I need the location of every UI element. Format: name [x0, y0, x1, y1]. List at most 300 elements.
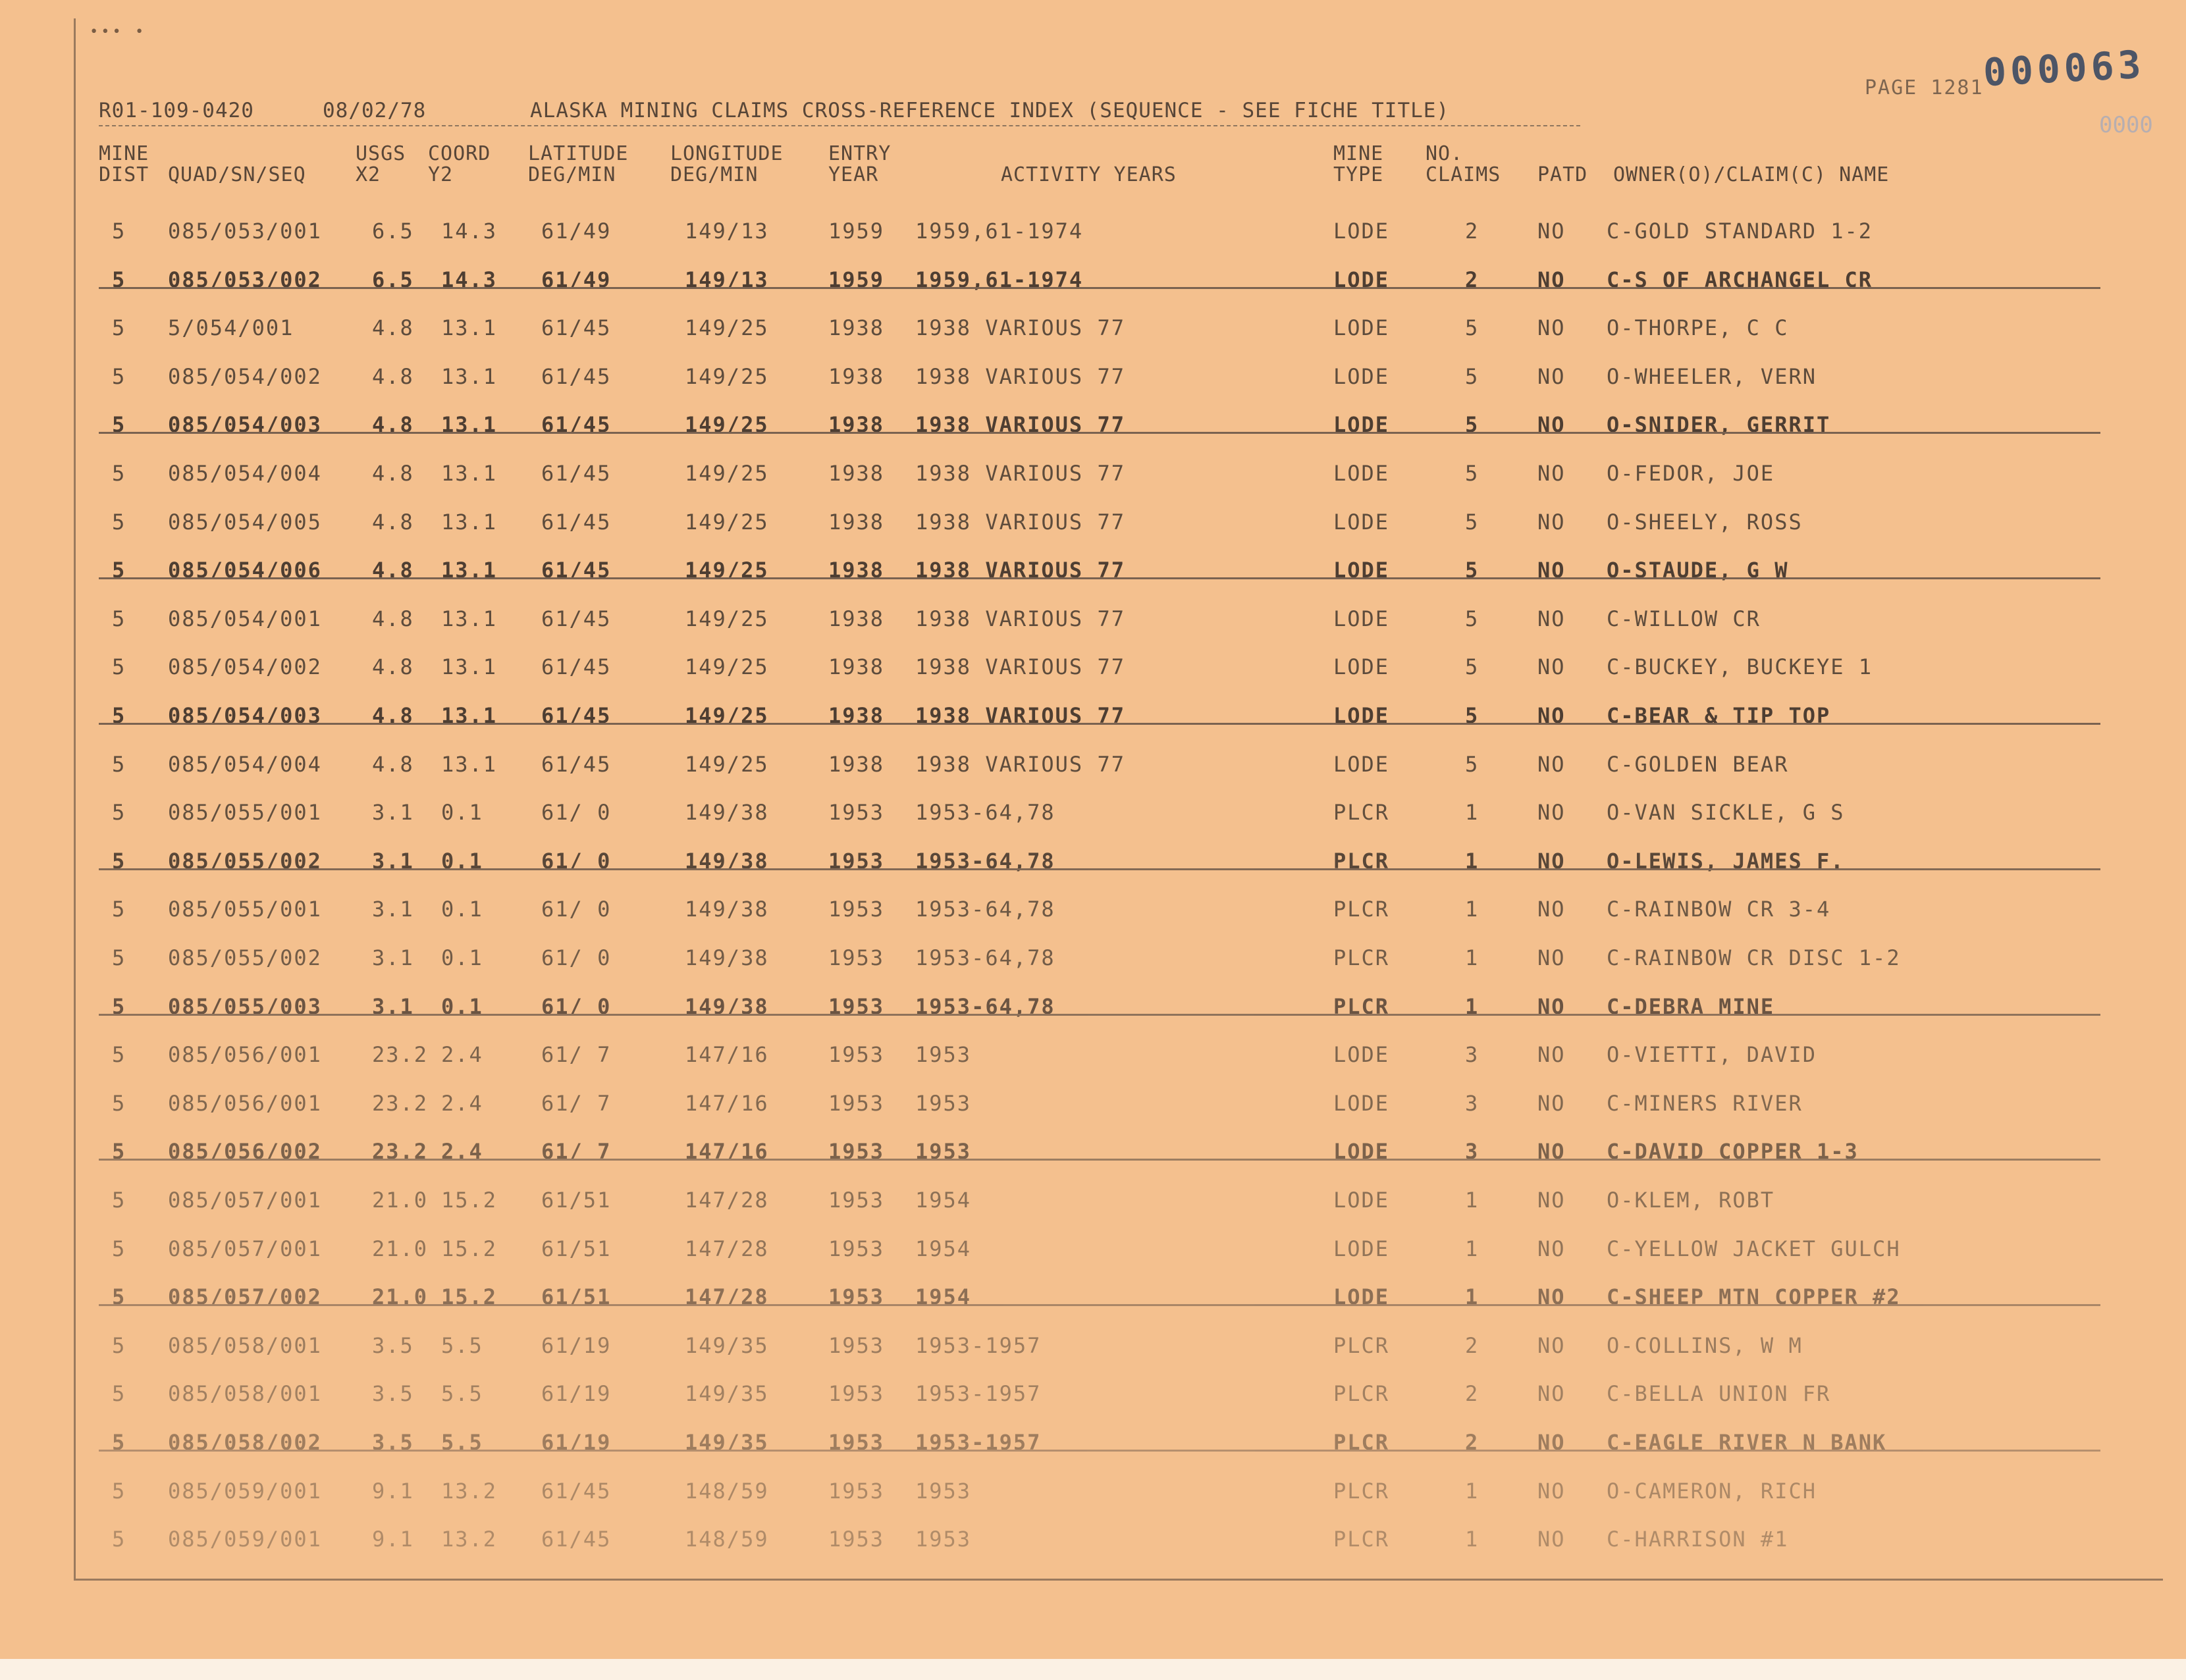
- column-header-lon: [670, 144, 784, 186]
- cell-dist: 5: [112, 1139, 126, 1165]
- column-header-line: [1613, 144, 1889, 165]
- table-row: [99, 402, 2153, 450]
- cell-lat: 61/45: [541, 558, 612, 583]
- cell-activity: 1953: [915, 1090, 972, 1116]
- cell-activity: 1953: [915, 1527, 972, 1552]
- cell-entry: 1938: [828, 412, 885, 438]
- cell-lon: 149/35: [685, 1430, 769, 1455]
- column-header-line: OWNER(O)/CLAIM(C) NAME: [1613, 163, 1890, 186]
- column-header-x2: [356, 144, 406, 186]
- cell-dist: 5: [112, 219, 126, 244]
- cell-quad: 085/055/002: [168, 848, 322, 874]
- cell-claims: 5: [1465, 558, 1480, 583]
- cell-x2: 6.5: [372, 267, 414, 292]
- cell-lat: 61/19: [541, 1430, 612, 1455]
- cell-entry: 1953: [828, 1236, 885, 1261]
- table-row: [99, 886, 2153, 934]
- cell-patd: NO: [1537, 1478, 1566, 1504]
- cell-type: PLCR: [1333, 848, 1390, 874]
- cell-activity: 1938 VARIOUS 77: [915, 606, 1125, 631]
- cell-name: O-VAN SICKLE, G S: [1607, 800, 1845, 826]
- cell-type: LODE: [1333, 558, 1390, 583]
- cell-lat: 61/45: [541, 461, 612, 486]
- strike-rule: [99, 1450, 2100, 1452]
- cell-y2: 13.1: [441, 315, 498, 341]
- cell-y2: 13.1: [441, 606, 498, 631]
- header-underline: [99, 125, 1580, 126]
- column-header-line: USGS: [356, 142, 406, 165]
- cell-patd: NO: [1537, 1381, 1566, 1407]
- cell-dist: 5: [112, 703, 126, 728]
- cell-type: LODE: [1333, 509, 1390, 535]
- cell-quad: 085/059/001: [168, 1478, 322, 1504]
- cell-type: LODE: [1333, 654, 1390, 680]
- cell-claims: 5: [1465, 751, 1480, 777]
- cell-quad: 085/054/003: [168, 703, 322, 728]
- cell-x2: 3.5: [372, 1430, 414, 1455]
- cell-x2: 3.1: [372, 993, 414, 1019]
- cell-dist: 5: [112, 848, 126, 874]
- cell-patd: NO: [1537, 1332, 1566, 1358]
- table-row: [99, 1226, 2153, 1274]
- cell-y2: 15.2: [441, 1284, 498, 1310]
- strike-rule: [99, 1014, 2100, 1016]
- cell-x2: 21.0: [372, 1188, 429, 1213]
- column-header-entry: [828, 144, 891, 186]
- cell-type: LODE: [1333, 412, 1390, 438]
- cell-quad: 085/054/005: [168, 509, 322, 535]
- column-header-line: ENTRY: [828, 142, 892, 165]
- cell-x2: 3.5: [372, 1332, 414, 1358]
- cell-claims: 5: [1465, 703, 1480, 728]
- cell-lon: 149/25: [685, 363, 769, 389]
- cell-activity: 1959,61-1974: [915, 219, 1084, 244]
- cell-lon: 148/59: [685, 1527, 769, 1552]
- column-header-line: DEG/MIN: [670, 163, 759, 186]
- cell-entry: 1953: [828, 1139, 885, 1165]
- cell-activity: 1938 VARIOUS 77: [915, 363, 1125, 389]
- cell-type: LODE: [1333, 1139, 1390, 1165]
- cell-lon: 147/28: [685, 1284, 769, 1310]
- cell-claims: 1: [1465, 1527, 1480, 1552]
- cell-patd: NO: [1537, 897, 1566, 922]
- report-date: 08/02/78: [323, 99, 427, 122]
- cell-entry: 1953: [828, 897, 885, 922]
- cell-patd: NO: [1537, 1042, 1566, 1068]
- cell-quad: 085/055/001: [168, 897, 322, 922]
- cell-y2: 13.1: [441, 461, 498, 486]
- cell-lat: 61/ 0: [541, 848, 612, 874]
- cell-x2: 4.8: [372, 461, 414, 486]
- cell-lat: 61/45: [541, 751, 612, 777]
- cell-patd: NO: [1537, 412, 1566, 438]
- cell-patd: NO: [1537, 461, 1566, 486]
- cell-dist: 5: [112, 412, 126, 438]
- cell-lon: 147/16: [685, 1042, 769, 1068]
- cell-entry: 1953: [828, 1381, 885, 1407]
- cell-entry: 1953: [828, 848, 885, 874]
- cell-quad: 085/054/002: [168, 654, 322, 680]
- cell-patd: NO: [1537, 1430, 1566, 1455]
- cell-activity: 1938 VARIOUS 77: [915, 509, 1125, 535]
- table-row: [99, 1274, 2153, 1322]
- cell-lat: 61/ 7: [541, 1042, 612, 1068]
- column-header-line: [168, 144, 306, 165]
- column-header-patd: [1537, 144, 1587, 186]
- cell-dist: 5: [112, 267, 126, 292]
- cell-entry: 1938: [828, 558, 885, 583]
- cell-lon: 149/35: [685, 1381, 769, 1407]
- cell-entry: 1953: [828, 1188, 885, 1213]
- cell-lat: 61/45: [541, 1478, 612, 1504]
- cell-name: C-GOLDEN BEAR: [1607, 751, 1789, 777]
- cell-type: PLCR: [1333, 1332, 1390, 1358]
- cell-claims: 1: [1465, 1188, 1480, 1213]
- cell-x2: 21.0: [372, 1284, 429, 1310]
- table-row: [99, 693, 2153, 741]
- cell-lon: 149/13: [685, 267, 769, 292]
- cell-patd: NO: [1537, 606, 1566, 631]
- cell-claims: 1: [1465, 1478, 1480, 1504]
- cell-x2: 3.1: [372, 945, 414, 970]
- cell-claims: 5: [1465, 363, 1480, 389]
- cell-quad: 085/057/001: [168, 1188, 322, 1213]
- column-header-line: [1001, 144, 1177, 165]
- cell-patd: NO: [1537, 654, 1566, 680]
- cell-x2: 3.5: [372, 1381, 414, 1407]
- column-header-line: LONGITUDE: [670, 142, 784, 165]
- cell-y2: 13.1: [441, 558, 498, 583]
- cell-type: LODE: [1333, 1188, 1390, 1213]
- cell-entry: 1953: [828, 993, 885, 1019]
- cell-name: O-SNIDER, GERRIT: [1607, 412, 1831, 438]
- cell-quad: 085/056/001: [168, 1090, 322, 1116]
- cell-lat: 61/45: [541, 315, 612, 341]
- cell-lat: 61/ 0: [541, 993, 612, 1019]
- cell-claims: 1: [1465, 993, 1480, 1019]
- cell-dist: 5: [112, 558, 126, 583]
- cell-claims: 1: [1465, 800, 1480, 826]
- column-header-line: YEAR: [828, 163, 879, 186]
- cell-lat: 61/45: [541, 363, 612, 389]
- table-row: [99, 499, 2153, 547]
- cell-type: PLCR: [1333, 1527, 1390, 1552]
- column-header-dist: [99, 144, 149, 186]
- table-row: [99, 257, 2153, 305]
- cell-x2: 4.8: [372, 315, 414, 341]
- cell-x2: 3.1: [372, 848, 414, 874]
- table-row: [99, 1323, 2153, 1371]
- cell-claims: 2: [1465, 1430, 1480, 1455]
- cell-y2: 13.2: [441, 1527, 498, 1552]
- cell-claims: 1: [1465, 897, 1480, 922]
- cell-claims: 5: [1465, 461, 1480, 486]
- column-header-line: CLAIMS: [1426, 163, 1501, 186]
- cell-activity: 1953-1957: [915, 1381, 1042, 1407]
- cell-type: LODE: [1333, 315, 1390, 341]
- cell-claims: 1: [1465, 1284, 1480, 1310]
- cell-lon: 148/59: [685, 1478, 769, 1504]
- cell-type: LODE: [1333, 751, 1390, 777]
- cell-lon: 149/13: [685, 219, 769, 244]
- cell-dist: 5: [112, 897, 126, 922]
- column-header-line: PATD: [1537, 163, 1588, 186]
- column-header-line: [1537, 144, 1587, 165]
- table-row: [99, 1032, 2153, 1080]
- cell-entry: 1953: [828, 1042, 885, 1068]
- cell-quad: 085/054/006: [168, 558, 322, 583]
- column-header-line: COORD: [428, 142, 491, 165]
- cell-activity: 1953: [915, 1042, 972, 1068]
- cell-activity: 1938 VARIOUS 77: [915, 558, 1125, 583]
- cell-lat: 61/51: [541, 1236, 612, 1261]
- cell-quad: 085/054/003: [168, 412, 322, 438]
- cell-claims: 3: [1465, 1139, 1480, 1165]
- cell-type: PLCR: [1333, 945, 1390, 970]
- cell-dist: 5: [112, 1236, 126, 1261]
- cell-name: C-BUCKEY, BUCKEYE 1: [1607, 654, 1873, 680]
- cell-quad: 085/058/002: [168, 1430, 322, 1455]
- cell-name: O-FEDOR, JOE: [1607, 461, 1775, 486]
- cell-patd: NO: [1537, 315, 1566, 341]
- cell-y2: 13.1: [441, 703, 498, 728]
- cell-quad: 085/055/003: [168, 993, 322, 1019]
- table-row: [99, 644, 2153, 692]
- cell-y2: 2.4: [441, 1042, 483, 1068]
- cell-activity: 1954: [915, 1236, 972, 1261]
- column-header-line: X2: [356, 163, 381, 186]
- cell-y2: 0.1: [441, 800, 483, 826]
- cell-quad: 085/054/004: [168, 751, 322, 777]
- cell-lat: 61/45: [541, 509, 612, 535]
- cell-patd: NO: [1537, 1139, 1566, 1165]
- cell-lon: 149/38: [685, 945, 769, 970]
- cell-type: LODE: [1333, 1042, 1390, 1068]
- strike-rule: [99, 577, 2100, 579]
- table-row: [99, 741, 2153, 789]
- cell-patd: NO: [1537, 751, 1566, 777]
- cell-name: O-VIETTI, DAVID: [1607, 1042, 1817, 1068]
- cell-claims: 5: [1465, 654, 1480, 680]
- strike-rule: [99, 1159, 2100, 1161]
- cell-entry: 1953: [828, 800, 885, 826]
- cell-type: LODE: [1333, 219, 1390, 244]
- cell-name: C-RAINBOW CR DISC 1-2: [1607, 945, 1901, 970]
- column-header-claims: [1426, 144, 1501, 186]
- cell-type: LODE: [1333, 1090, 1390, 1116]
- cell-dist: 5: [112, 1090, 126, 1116]
- table-row: [99, 450, 2153, 498]
- cell-activity: 1953: [915, 1478, 972, 1504]
- cell-lat: 61/51: [541, 1284, 612, 1310]
- table-row: [99, 354, 2153, 402]
- cell-lat: 61/45: [541, 606, 612, 631]
- cell-x2: 4.8: [372, 606, 414, 631]
- cell-x2: 21.0: [372, 1236, 429, 1261]
- cell-x2: 23.2: [372, 1090, 429, 1116]
- column-header-line: LATITUDE: [528, 142, 629, 165]
- cell-lat: 61/ 7: [541, 1139, 612, 1165]
- cell-lon: 149/25: [685, 509, 769, 535]
- cell-activity: 1953-64,78: [915, 993, 1055, 1019]
- cell-name: C-DAVID COPPER 1-3: [1607, 1139, 1859, 1165]
- cell-entry: 1938: [828, 703, 885, 728]
- cell-y2: 2.4: [441, 1139, 483, 1165]
- strike-rule: [99, 868, 2100, 870]
- table-row: [99, 1516, 2153, 1564]
- cell-entry: 1953: [828, 945, 885, 970]
- cell-entry: 1953: [828, 1332, 885, 1358]
- column-header-type: [1333, 144, 1383, 186]
- cell-dist: 5: [112, 315, 126, 341]
- cell-lat: 61/19: [541, 1381, 612, 1407]
- cell-y2: 15.2: [441, 1188, 498, 1213]
- cell-dist: 5: [112, 654, 126, 680]
- report-id: R01-109-0420: [99, 99, 254, 122]
- cell-claims: 5: [1465, 509, 1480, 535]
- cell-lat: 61/ 7: [541, 1090, 612, 1116]
- cell-x2: 4.8: [372, 654, 414, 680]
- cell-lat: 61/51: [541, 1188, 612, 1213]
- cell-y2: 5.5: [441, 1430, 483, 1455]
- strike-rule: [99, 287, 2100, 289]
- cell-quad: 085/055/002: [168, 945, 322, 970]
- cell-name: C-DEBRA MINE: [1607, 993, 1775, 1019]
- corner-mark: ••• •: [90, 24, 147, 40]
- column-header-lat: [528, 144, 629, 186]
- cell-lon: 147/28: [685, 1188, 769, 1213]
- cell-entry: 1938: [828, 315, 885, 341]
- cell-entry: 1953: [828, 1284, 885, 1310]
- cell-patd: NO: [1537, 363, 1566, 389]
- cell-dist: 5: [112, 1188, 126, 1213]
- cell-patd: NO: [1537, 800, 1566, 826]
- cell-patd: NO: [1537, 558, 1566, 583]
- table-row: [99, 984, 2153, 1032]
- cell-claims: 5: [1465, 606, 1480, 631]
- cell-lon: 149/25: [685, 412, 769, 438]
- cell-patd: NO: [1537, 993, 1566, 1019]
- column-header-line: MINE: [99, 142, 149, 165]
- cell-claims: 2: [1465, 1332, 1480, 1358]
- cell-dist: 5: [112, 1332, 126, 1358]
- cell-y2: 13.1: [441, 751, 498, 777]
- cell-lon: 149/38: [685, 897, 769, 922]
- cell-type: LODE: [1333, 1284, 1390, 1310]
- cell-name: O-COLLINS, W M: [1607, 1332, 1803, 1358]
- cell-x2: 4.8: [372, 363, 414, 389]
- cell-x2: 3.1: [372, 800, 414, 826]
- table-row: [99, 789, 2153, 837]
- cell-activity: 1954: [915, 1284, 972, 1310]
- cell-quad: 5/054/001: [168, 315, 294, 341]
- strike-rule: [99, 1304, 2100, 1306]
- cell-name: C-MINERS RIVER: [1607, 1090, 1803, 1116]
- cell-quad: 085/054/002: [168, 363, 322, 389]
- cell-type: LODE: [1333, 267, 1390, 292]
- cell-activity: 1953-64,78: [915, 800, 1055, 826]
- cell-y2: 2.4: [441, 1090, 483, 1116]
- cell-name: O-LEWIS, JAMES F.: [1607, 848, 1845, 874]
- cell-claims: 5: [1465, 315, 1480, 341]
- cell-type: PLCR: [1333, 993, 1390, 1019]
- table-row: [99, 1177, 2153, 1225]
- cell-type: LODE: [1333, 1236, 1390, 1261]
- column-header-line: NO.: [1426, 142, 1464, 165]
- cell-lat: 61/45: [541, 1527, 612, 1552]
- column-header-line: QUAD/SN/SEQ: [168, 163, 306, 186]
- cell-patd: NO: [1537, 1527, 1566, 1552]
- cell-name: O-WHEELER, VERN: [1607, 363, 1817, 389]
- cell-name: C-GOLD STANDARD 1-2: [1607, 219, 1873, 244]
- cell-y2: 5.5: [441, 1381, 483, 1407]
- cell-y2: 0.1: [441, 897, 483, 922]
- cell-name: C-BEAR & TIP TOP: [1607, 703, 1831, 728]
- cell-name: C-HARRISON #1: [1607, 1527, 1789, 1552]
- cell-activity: 1953-64,78: [915, 945, 1055, 970]
- cell-claims: 1: [1465, 945, 1480, 970]
- cell-lon: 147/16: [685, 1090, 769, 1116]
- cell-name: C-S OF ARCHANGEL CR: [1607, 267, 1873, 292]
- cell-quad: 085/053/002: [168, 267, 322, 292]
- cell-quad: 085/058/001: [168, 1332, 322, 1358]
- column-header-line: MINE: [1333, 142, 1384, 165]
- cell-patd: NO: [1537, 945, 1566, 970]
- cell-activity: 1954: [915, 1188, 972, 1213]
- cell-name: C-RAINBOW CR 3-4: [1607, 897, 1831, 922]
- cell-entry: 1938: [828, 751, 885, 777]
- cell-activity: 1953-64,78: [915, 897, 1055, 922]
- column-header-line: Y2: [428, 163, 454, 186]
- cell-x2: 6.5: [372, 219, 414, 244]
- column-header-line: ACTIVITY YEARS: [1001, 163, 1177, 186]
- table-row: [99, 596, 2153, 644]
- cell-type: PLCR: [1333, 800, 1390, 826]
- cell-lon: 147/28: [685, 1236, 769, 1261]
- cell-type: LODE: [1333, 461, 1390, 486]
- cell-activity: 1938 VARIOUS 77: [915, 412, 1125, 438]
- cell-claims: 1: [1465, 1236, 1480, 1261]
- cell-activity: 1959,61-1974: [915, 267, 1084, 292]
- table-row: [99, 208, 2153, 256]
- cell-patd: NO: [1537, 1284, 1566, 1310]
- cell-quad: 085/053/001: [168, 219, 322, 244]
- cell-x2: 4.8: [372, 703, 414, 728]
- cell-x2: 4.8: [372, 558, 414, 583]
- cell-patd: NO: [1537, 219, 1566, 244]
- cell-x2: 4.8: [372, 751, 414, 777]
- cell-lat: 61/49: [541, 219, 612, 244]
- cell-quad: 085/055/001: [168, 800, 322, 826]
- cell-type: PLCR: [1333, 1478, 1390, 1504]
- column-header-y2: [428, 144, 491, 186]
- cell-entry: 1938: [828, 654, 885, 680]
- cell-dist: 5: [112, 461, 126, 486]
- cell-activity: 1938 VARIOUS 77: [915, 654, 1125, 680]
- cell-x2: 3.1: [372, 897, 414, 922]
- cell-name: O-STAUDE, G W: [1607, 558, 1789, 583]
- cell-dist: 5: [112, 1430, 126, 1455]
- column-header-line: DEG/MIN: [528, 163, 616, 186]
- cell-y2: 0.1: [441, 993, 483, 1019]
- cell-lon: 149/25: [685, 654, 769, 680]
- cell-lon: 149/25: [685, 606, 769, 631]
- cell-x2: 23.2: [372, 1042, 429, 1068]
- column-header-activity: [1001, 144, 1177, 186]
- page-number-stamp: 000063: [1982, 41, 2146, 95]
- cell-lon: 149/38: [685, 993, 769, 1019]
- cell-x2: 4.8: [372, 412, 414, 438]
